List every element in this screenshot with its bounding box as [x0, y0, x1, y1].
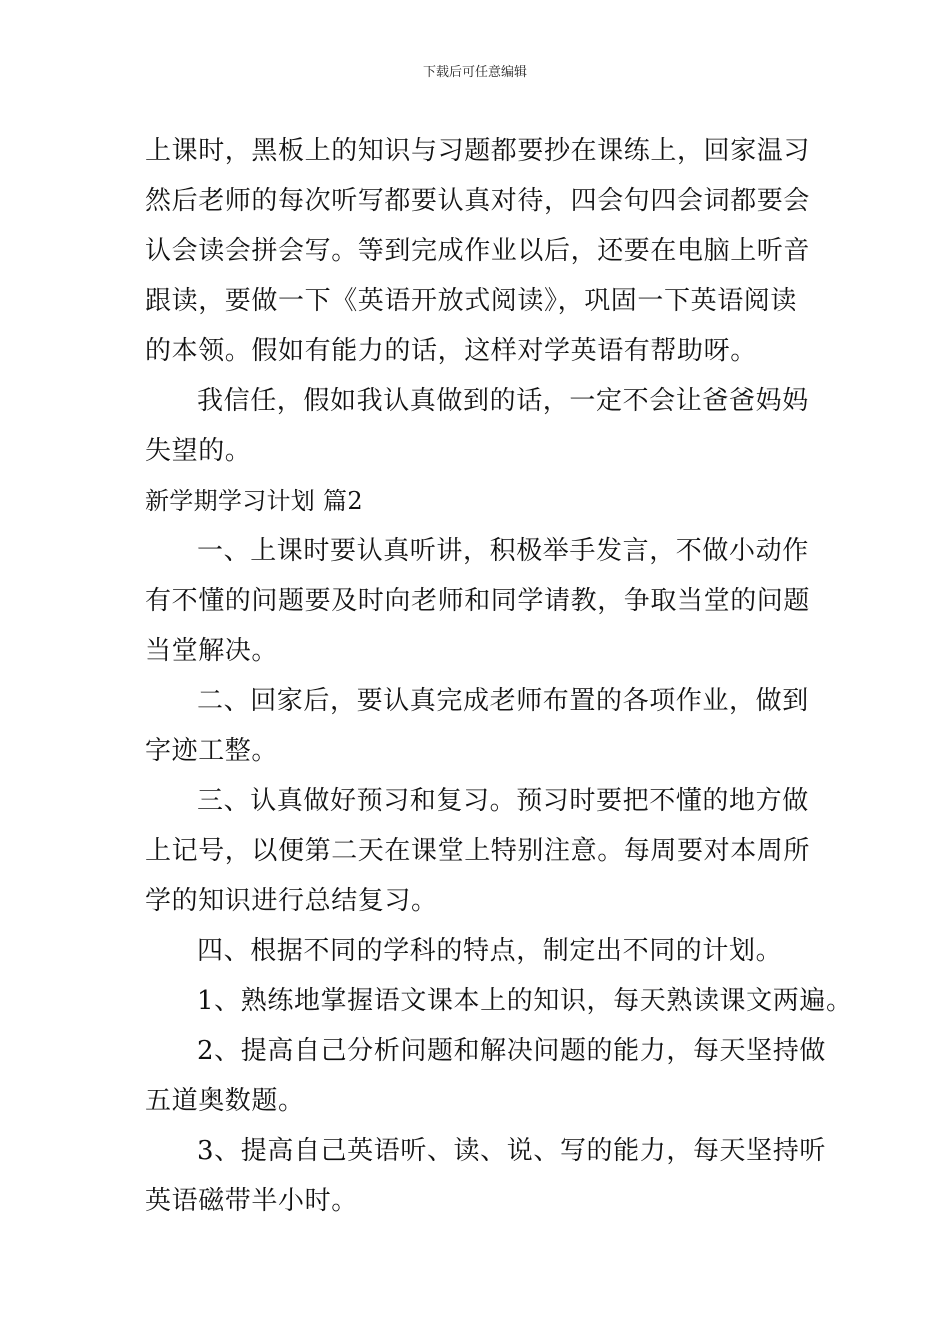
paragraph-line: 三、认真做好预习和复习。预习时要把不懂的地方做	[197, 786, 809, 816]
paragraph-line: 字迹工整。	[145, 736, 279, 766]
paragraph	[145, 776, 813, 926]
paragraph	[145, 926, 813, 976]
paragraph-line: 跟读，要做一下《英语开放式阅读》，巩固一下英语阅读	[145, 286, 798, 316]
paragraph-line: 五道奥数题。	[145, 1086, 305, 1116]
paragraph-line: 上课时，黑板上的知识与习题都要抄在课练上，回家温习	[145, 136, 811, 166]
paragraph	[145, 1026, 826, 1126]
paragraph	[145, 676, 813, 776]
paragraph-line: 上记号，以便第二天在课堂上特别注意。每周要对本周所	[145, 836, 811, 866]
paragraph	[145, 376, 813, 476]
paragraph-line: 失望的。	[145, 436, 252, 466]
paragraph-line: 二、回家后，要认真完成老师布置的各项作业，做到	[197, 686, 809, 716]
paragraph	[145, 1126, 826, 1226]
paragraph-line: 认会读会拼会写。等到完成作业以后，还要在电脑上听音	[145, 236, 811, 266]
paragraph-line: 然后老师的每次听写都要认真对待，四会句四会词都要会	[145, 186, 811, 216]
paragraph	[145, 126, 813, 376]
page-header: 下载后可任意编辑	[422, 65, 527, 80]
paragraph-line: 的本领。假如有能力的话，这样对学英语有帮助呀。	[145, 336, 757, 366]
document-body	[145, 126, 853, 1226]
paragraph-line: 3、提高自己英语听、读、说、写的能力，每天坚持听	[197, 1136, 826, 1166]
paragraph-line: 英语磁带半小时。	[145, 1186, 358, 1216]
paragraph-line: 学的知识进行总结复习。	[145, 886, 438, 916]
paragraph-line: 一、上课时要认真听讲，积极举手发言，不做小动作	[197, 536, 809, 566]
paragraph	[145, 976, 853, 1026]
paragraph-line: 1、熟练地掌握语文课本上的知识，每天熟读课文两遍。	[197, 986, 853, 1016]
paragraph-line: 我信任，假如我认真做到的话，一定不会让爸爸妈妈	[197, 386, 809, 416]
section-heading	[145, 476, 813, 526]
paragraph-line: 有不懂的问题要及时向老师和同学请教，争取当堂的问题	[145, 586, 811, 616]
paragraph	[145, 526, 813, 676]
heading-text: 新学期学习计划 篇2	[145, 487, 363, 515]
paragraph-line: 2、提高自己分析问题和解决问题的能力，每天坚持做	[197, 1036, 826, 1066]
paragraph-line: 当堂解决。	[145, 636, 279, 666]
paragraph-line: 四、根据不同的学科的特点，制定出不同的计划。	[197, 936, 783, 966]
